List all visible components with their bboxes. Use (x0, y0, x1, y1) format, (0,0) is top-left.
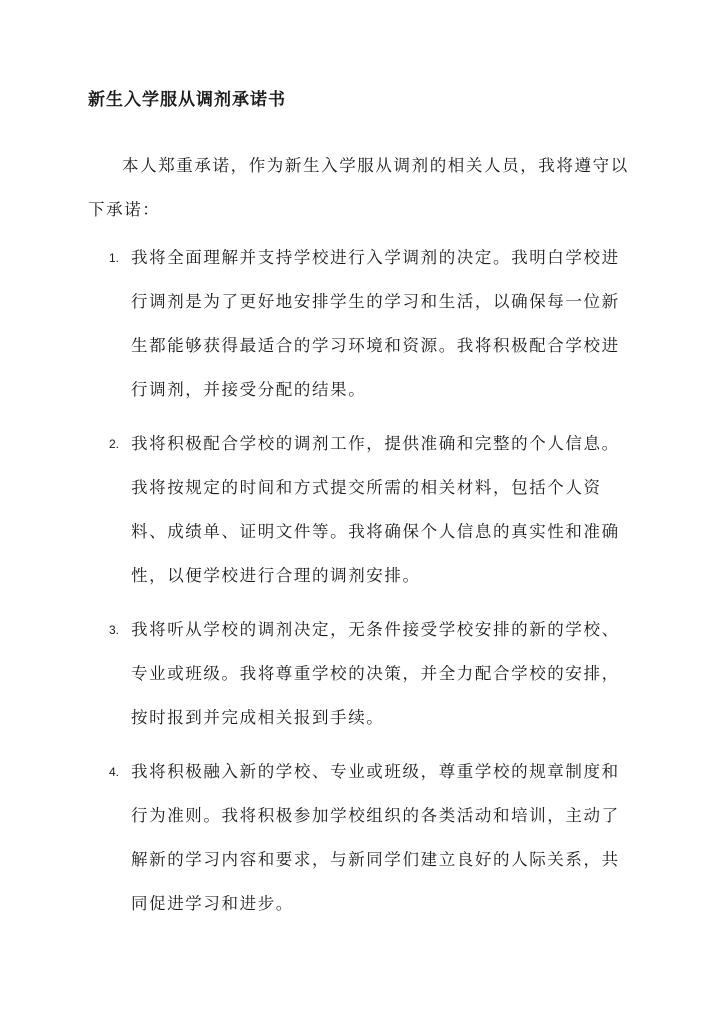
list-item-number: 1. (109, 251, 120, 265)
intro-paragraph: 本人郑重承诺，作为新生入学服从调剂的相关人员，我将遵守以下承诺： (88, 156, 629, 219)
list-item-text: 我将听从学校的调剂决定，无条件接受学校安排的新的学校、专业或班级。我将尊重学校的决策，并全力配合学校的安排，按时报到并完成相关报到手续。 (131, 620, 620, 727)
list-item-text: 我将全面理解并支持学校进行入学调剂的决定。我明白学校进行调剂是为了更好地安排学生的学习和生活，以确保每一位新生都能够获得最适合的学习环境和资源。我将积极配合学校进行调剂，并接受分配的结果。 (131, 248, 620, 399)
list-item-text: 我将积极融入新的学校、专业或班级，尊重学校的规章制度和行为准则。我将积极参加学校组织的各类活动和培训，主动了解新的学习内容和要求，与新同学们建立良好的人际关系，共同促进学习和进步。 (131, 762, 620, 913)
list-item-number: 2. (109, 437, 120, 451)
list-item-number: 3. (109, 623, 120, 637)
list-item-text: 我将积极配合学校的调剂工作，提供准确和完整的个人信息。我将按规定的时间和方式提交所需的相关材料，包括个人资料、成绩单、证明文件等。我将确保个人信息的真实性和准确性，以便学校进行合理的调剂安排。 (131, 434, 620, 585)
document-title: 新生入学服从调剂承诺书 (88, 90, 286, 110)
list-item-number: 4. (109, 765, 120, 779)
